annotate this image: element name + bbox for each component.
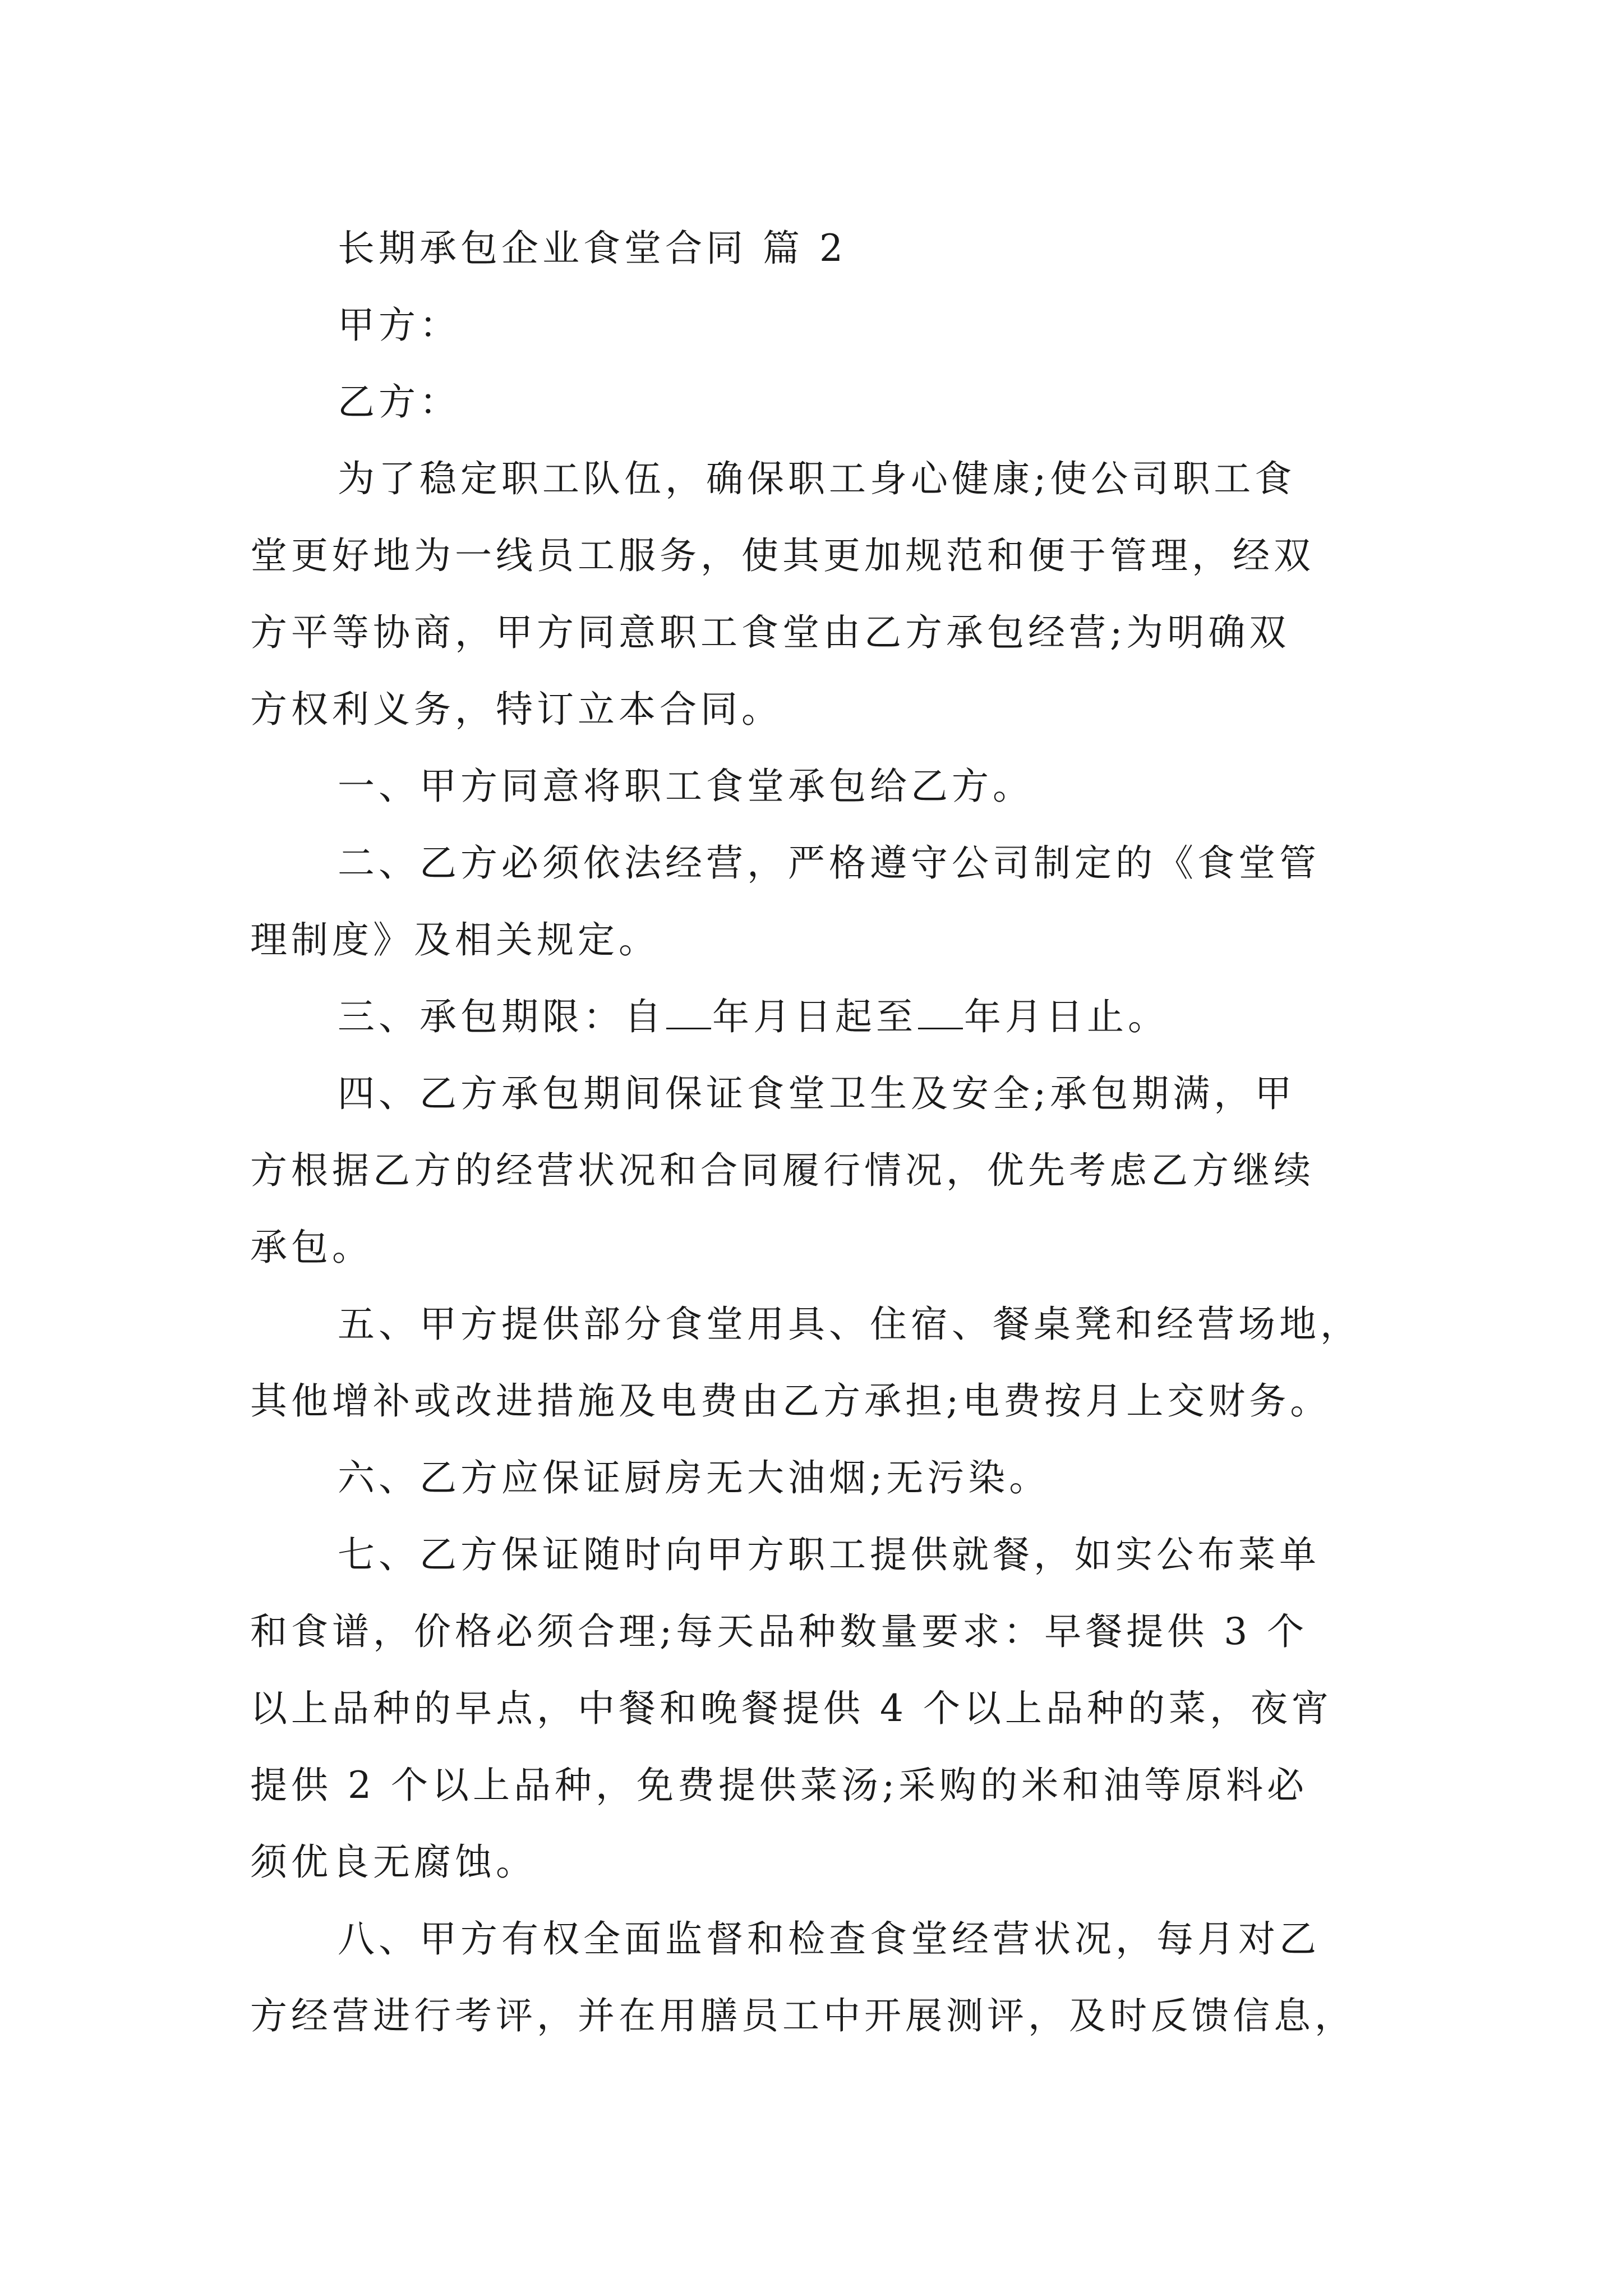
- paragraph-line: 二、乙方必须依法经营，严格遵守公司制定的《食堂管: [338, 841, 1320, 885]
- paragraph-line: 方经营进行考评，并在用膳员工中开展测评，及时反馈信息，: [250, 1994, 1355, 2037]
- paragraph-line: 方平等协商，甲方同意职工食堂由乙方承包经营;为明确双: [250, 611, 1290, 654]
- clause-7: [250, 1516, 1383, 1901]
- paragraph-line: 方根据乙方的经营状况和合同履行情况，优先考虑乙方继续: [250, 1149, 1315, 1192]
- clause-5: [250, 1286, 1383, 1439]
- preamble-paragraph: [250, 440, 1383, 748]
- document-body: [250, 210, 1383, 2054]
- clause-3-suffix: 年月日止。: [964, 995, 1169, 1038]
- paragraph-line: 方权利义务，特订立本合同。: [250, 688, 782, 731]
- paragraph-line: 堂更好地为一线员工服务，使其更加规范和便于管理，经双: [250, 534, 1315, 577]
- paragraph-line: 为了稳定职工队伍，确保职工身心健康;使公司职工食: [338, 457, 1296, 500]
- paragraph-line: 其他增补或改进措施及电费由乙方承担;电费按月上交财务。: [250, 1379, 1331, 1423]
- paragraph-line: 七、乙方保证随时向甲方职工提供就餐，如实公布菜单: [338, 1533, 1320, 1576]
- paragraph-line: 四、乙方承包期间保证食堂卫生及安全;承包期满，甲: [338, 1072, 1296, 1115]
- clause-3: [250, 978, 1383, 1055]
- paragraph-line: 八、甲方有权全面监督和检查食堂经营状况，每月对乙: [338, 1917, 1320, 1961]
- paragraph-line: 须优良无腐蚀。: [250, 1841, 537, 1884]
- document-title: 长期承包企业食堂合同 篇 2: [338, 227, 847, 270]
- clause-8: [250, 1901, 1383, 2054]
- paragraph-line: 承包。: [250, 1226, 373, 1269]
- paragraph-line: 六、乙方应保证厨房无大油烟;无污染。: [338, 1456, 1050, 1499]
- paragraph-line: 提供 2 个以上品种，免费提供菜汤;采购的米和油等原料必: [250, 1764, 1308, 1807]
- clause-6: [250, 1439, 1383, 1516]
- paragraph-line: 和食谱，价格必须合理;每天品种数量要求：早餐提供 3 个: [250, 1610, 1308, 1653]
- fill-in-blank-start: [666, 999, 711, 1029]
- party-b-label: 乙方：: [338, 380, 460, 424]
- paragraph-line: 一、甲方同意将职工食堂承包给乙方。: [338, 765, 1034, 808]
- clause-1: [250, 748, 1383, 825]
- paragraph-line: 五、甲方提供部分食堂用具、住宿、餐桌凳和经营场地，: [338, 1303, 1361, 1346]
- paragraph-line: 以上品种的早点，中餐和晚餐提供 4 个以上品种的菜，夜宵: [250, 1687, 1332, 1730]
- clause-3-prefix: 三、承包期限：自: [338, 995, 665, 1038]
- fill-in-blank-end: [918, 999, 963, 1029]
- clause-4: [250, 1055, 1383, 1286]
- party-a-label: 甲方：: [338, 303, 460, 347]
- clause-3-middle: 年月日起至: [712, 995, 917, 1038]
- paragraph-line: 理制度》及相关规定。: [250, 918, 660, 961]
- clause-2: [250, 825, 1383, 978]
- paragraph-line: [250, 978, 1383, 1055]
